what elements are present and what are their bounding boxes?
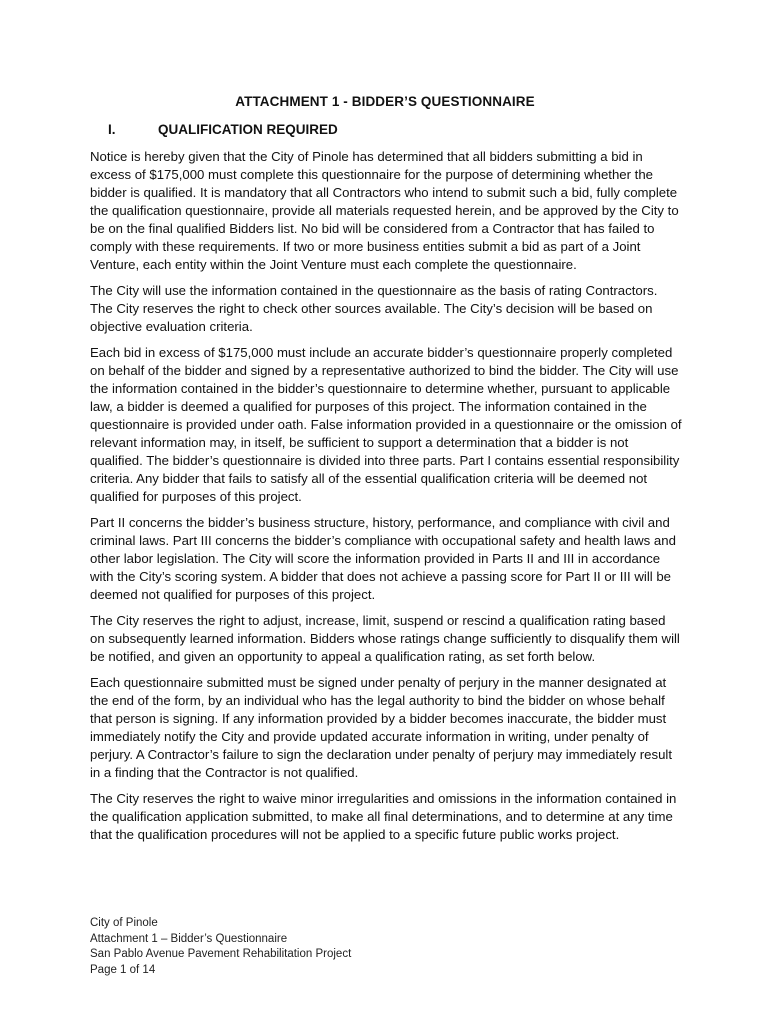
paragraph-bid-requirement: Each bid in excess of $175,000 must include an accurate bidder’s questionnaire properly completed on behalf of the bidder and signed by a representative authorized to bind the bidder. The City will use the information contained in the bidder’s questionnaire to determine whether, pursuant to applicable law, a bidder is deemed a qualified for purposes of this project. The information contained in the questionnaire is provided under oath. False information provided in a questionnaire or the omission of relevant information may, in itself, be sufficient to support a determination that a bidder is not qualified. The bidder’s questionnaire is divided into three parts. Part I contains essential responsibility criteria. Any bidder that fails to satisfy all of the essential qualification criteria will be deemed not qualified for purposes of this project. bbox=[90, 345, 682, 504]
paragraph-notice: Notice is hereby given that the City of Pinole has determined that all bidders submitting a bid in excess of $175,000 must complete this questionnaire for the purpose of determining whether the bidder is qualified. It is mandatory that all Contractors who intend to submit such a bid, fully complete the qualification questionnaire, provide all materials requested herein, and be approved by the City to be on the final qualified Bidders list. No bid will be considered from a Contractor that has failed to comply with these requirements. If two or more business entities submit a bid as part of a Joint Venture, each entity within the Joint Venture must each complete the questionnaire. bbox=[90, 149, 679, 272]
footer-page-number: Page 1 of 14 bbox=[90, 963, 156, 976]
paragraph-rating-basis: The City will use the information contained in the questionnaire as the basis of rating Contractors. The City reserves the right to check other sources available. The City’s decision will be based on objective evaluation criteria. bbox=[90, 283, 658, 334]
footer-city: City of Pinole bbox=[90, 917, 158, 929]
section-heading bbox=[108, 122, 338, 137]
section-number: I. bbox=[108, 122, 116, 137]
footer-attachment: Attachment 1 – Bidder’s Questionnaire bbox=[90, 932, 288, 945]
paragraph-perjury: Each questionnaire submitted must be signed under penalty of perjury in the manner designated at the end of the form, by an individual who has the legal authority to bind the bidder on whose behalf that person is signing. If any information provided by a bidder becomes inaccurate, the bidder must immediately notify the City and provide updated accurate information in writing, under penalty of perjury. A Contractor’s failure to sign the declaration under penalty of perjury may immediately result in a finding that the Contractor is not qualified. bbox=[90, 675, 672, 780]
paragraph-waiver: The City reserves the right to waive minor irregularities and omissions in the information contained in the qualification application submitted, to make all final determinations, and to determine at any time that the qualification procedures will not be applied to a specific future public works project. bbox=[90, 791, 677, 842]
section-title: QUALIFICATION REQUIRED bbox=[158, 122, 338, 137]
document-title: ATTACHMENT 1 - BIDDER’S QUESTIONNAIRE bbox=[235, 94, 535, 109]
paragraph-parts-scoring: Part II concerns the bidder’s business structure, history, performance, and compliance with civil and criminal laws. Part III concerns the bidder’s compliance with occupational safety and health laws and other labor legislation. The City will score the information provided in Parts II and III in accordance with the City’s scoring system. A bidder that does not achieve a passing score for Part II or III will be deemed not qualified for purposes of this project. bbox=[90, 515, 676, 602]
page-footer bbox=[90, 916, 351, 978]
document-body bbox=[90, 148, 682, 852]
paragraph-rating-adjustment: The City reserves the right to adjust, increase, limit, suspend or rescind a qualification rating based on subsequently learned information. Bidders whose ratings change sufficiently to disqualify them will be notified, and given an opportunity to appeal a qualification rating, as set forth below. bbox=[90, 613, 680, 664]
footer-project: San Pablo Avenue Pavement Rehabilitation Project bbox=[90, 948, 352, 960]
